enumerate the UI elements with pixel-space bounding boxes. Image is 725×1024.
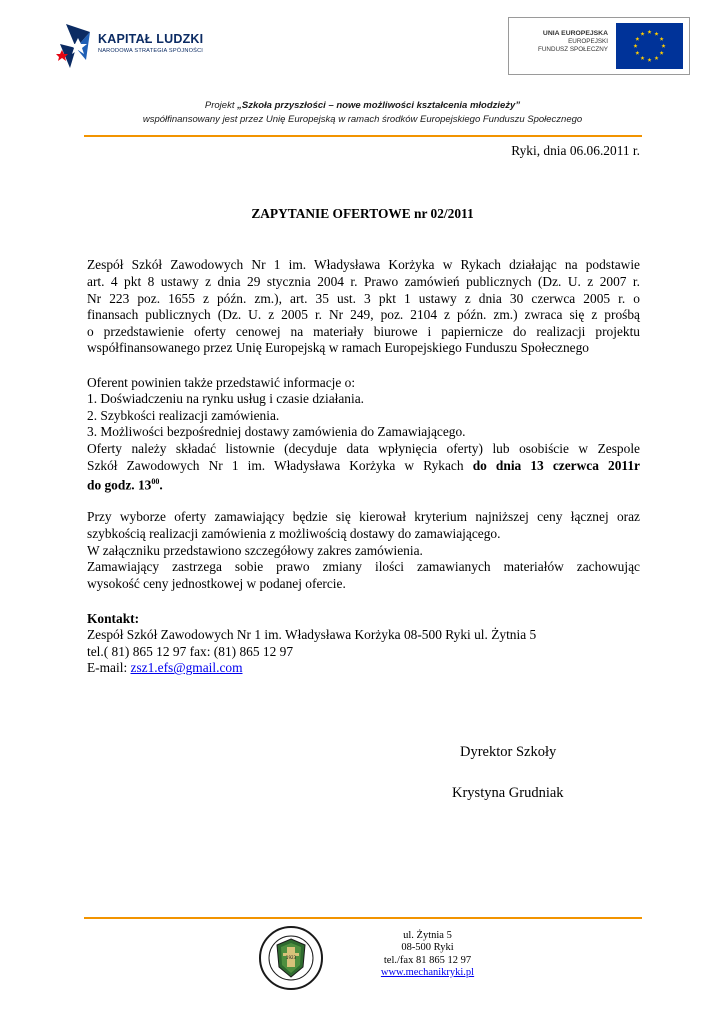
eu-logo-line1: UNIA EUROPEJSKA bbox=[542, 30, 608, 37]
info-item: 1. Doświadczeniu na rynku usług i czasie działania. bbox=[87, 391, 365, 406]
signature-role: Dyrektor Szkoły bbox=[460, 744, 557, 760]
eu-flag-icon bbox=[616, 23, 683, 69]
contact-heading: Kontakt: bbox=[87, 611, 140, 626]
footer-address bbox=[370, 930, 485, 979]
header-divider bbox=[84, 135, 642, 137]
contact-email-label: E-mail: bbox=[87, 660, 131, 675]
project-line1 bbox=[60, 99, 665, 113]
criteria-line: W załączniku przedstawiono szczegółowy zakres zamówienia. bbox=[87, 543, 423, 558]
footer-phone: tel./fax 81 865 12 97 bbox=[383, 954, 472, 966]
offer-deadline-time bbox=[87, 474, 163, 494]
intro-line: art. 4 pkt 8 ustawy z dnia 29 stycznia 2004 r. Prawo zamówień publicznych (Dz. U. z 2007 r. bbox=[87, 274, 640, 289]
intro-line: współfinansowanego przez Unię Europejską w ramach Europejskiego Funduszu Społecznego bbox=[87, 340, 590, 355]
criteria-line: wysokość ceny jednostkowej w podanej ofercie. bbox=[87, 576, 346, 591]
kapital-ludzki-logo bbox=[56, 20, 216, 72]
eu-logo-line2: EUROPEJSKI bbox=[568, 38, 608, 45]
contact-email bbox=[87, 660, 243, 676]
criteria-line: Zamawiający zastrzega sobie prawo zmiany ilości zamawianych materiałów zachowując bbox=[87, 559, 640, 574]
info-item: 2. Szybkości realizacji zamówienia. bbox=[87, 408, 280, 423]
footer-city: 08-500 Ryki bbox=[401, 942, 454, 954]
criteria-line: szybkością realizacji zamówienia z możliwością dostawy do zamawiającego. bbox=[87, 526, 501, 541]
signature-name: Krystyna Grudniak bbox=[452, 785, 564, 801]
letter-date: Ryki, dnia 06.06.2011 r. bbox=[511, 143, 640, 158]
kapital-ludzki-subtitle: NARODOWA STRATEGIA SPÓJNOŚCI bbox=[98, 48, 204, 54]
eu-efs-logo bbox=[508, 17, 690, 75]
info-item: 3. Możliwości bezpośredniej dostawy zamówienia do Zamawiającego. bbox=[87, 424, 466, 439]
eu-logo-line3: FUNDUSZ SPOŁECZNY bbox=[538, 46, 608, 53]
offers-line2-plain: Szkół Zawodowych Nr 1 im. Władysława Korżyka w Rykach bbox=[87, 458, 473, 473]
offers-line2 bbox=[87, 458, 640, 474]
offer-deadline-hour: do godz. 13 bbox=[87, 477, 152, 493]
kapital-ludzki-title: KAPITAŁ LUDZKI bbox=[98, 32, 204, 46]
intro-line: Nr 223 poz. 1655 z późn. zm.), art. 35 ust. 3 pkt 1 ustawy z dnia 30 czerwca 2005 r. o bbox=[87, 291, 640, 306]
contact-address: Zespół Szkół Zawodowych Nr 1 im. Władysława Korżyka 08-500 Ryki ul. Żytnia 5 bbox=[87, 627, 537, 642]
kapital-ludzki-icon bbox=[56, 20, 96, 72]
footer-divider bbox=[84, 917, 642, 919]
footer-website-link[interactable]: www.mechanikryki.pl bbox=[380, 966, 475, 978]
project-line2: współfinansowany jest przez Unię Europejską w ramach środków Europejskiego Funduszu Społecznego bbox=[142, 114, 583, 125]
emblem-year: 1923 bbox=[285, 955, 297, 960]
intro-line: Zespół Szkół Zawodowych Nr 1 im. Władysława Korżyka w Rykach działając na podstawie bbox=[87, 257, 640, 272]
school-emblem-icon bbox=[259, 923, 323, 994]
criteria-line: Przy wyborze oferty zamawiający będzie się kierował kryterium najniższej ceny łącznej oraz bbox=[87, 509, 640, 524]
offer-deadline-date: do dnia 13 czerwca 2011r bbox=[472, 458, 640, 473]
offers-line1: Oferty należy składać listownie (decyduje data wpłynięcia oferty) lub osobiście w Zespole bbox=[87, 441, 640, 456]
intro-line: o przedstawienie oferty cenowej na materiały biurowe i papiernicze do realizacji projektu bbox=[87, 324, 640, 339]
contact-phone: tel.( 81) 865 12 97 fax: (81) 865 12 97 bbox=[87, 644, 294, 659]
project-header bbox=[60, 99, 665, 127]
footer-street: ul. Żytnia 5 bbox=[403, 930, 452, 941]
contact-email-link[interactable]: zsz1.efs@gmail.com bbox=[130, 660, 243, 675]
intro-line: finansach publicznych (Dz. U. z 2005 r. Nr 249, poz. 2104 z późn. zm.) zwraca się z prośbą bbox=[87, 307, 640, 322]
offer-deadline-end: . bbox=[159, 477, 163, 493]
project-name: „Szkoła przyszłości – nowe możliwości kształcenia młodzieży” bbox=[237, 100, 521, 111]
letter-title: ZAPYTANIE OFERTOWE nr 02/2011 bbox=[251, 206, 474, 221]
project-prefix: Projekt bbox=[204, 100, 238, 111]
info-intro: Oferent powinien także przedstawić informacje o: bbox=[87, 375, 356, 390]
offer-deadline-minutes: 00 bbox=[151, 477, 160, 486]
